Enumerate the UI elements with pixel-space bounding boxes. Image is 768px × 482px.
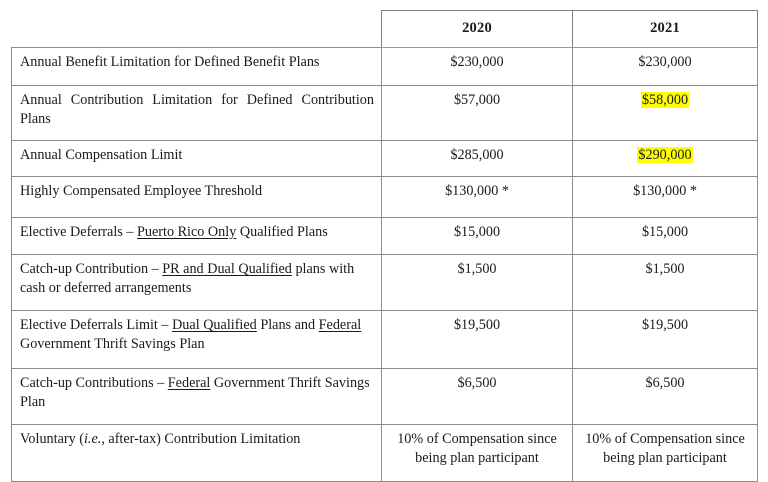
label-segment: Voluntary ( (20, 431, 84, 447)
row-label-annual-compensation-limit: Annual Compensation Limit (12, 141, 382, 177)
cell-2020-annual-benefit-limitation: $230,000 (382, 48, 573, 86)
value-line: 10% of Compensation since (585, 431, 745, 447)
row-label-elective-deferrals-puerto-rico-only (12, 218, 382, 255)
table-body (12, 48, 758, 482)
cell-2020-elective-deferrals-limit-dual-qualified: $19,500 (382, 311, 573, 369)
cell-2020-catch-up-contributions-federal-thrift: $6,500 (382, 369, 573, 425)
cell-2020-elective-deferrals-puerto-rico-only: $15,000 (382, 218, 573, 255)
column-header-2021: 2021 (573, 11, 758, 48)
row-label-elective-deferrals-limit-dual-qualified (12, 311, 382, 369)
column-header-2020: 2020 (382, 11, 573, 48)
table-row (12, 255, 758, 311)
highlighted-value: $290,000 (638, 147, 692, 163)
cell-2021-elective-deferrals-limit-dual-qualified: $19,500 (573, 311, 758, 369)
label-segment: , after-tax) Contribution Limitation (101, 431, 301, 447)
label-segment: plans with cash or deferred arrangements (20, 261, 355, 296)
cell-2020-annual-contribution-limitation: $57,000 (382, 86, 573, 141)
label-segment: Qualified Plans (236, 224, 328, 240)
label-segment: Elective Deferrals Limit – (20, 317, 173, 333)
column-header-label-blank (12, 11, 382, 48)
table-row (12, 369, 758, 425)
label-segment: Elective Deferrals – (20, 224, 137, 240)
cell-2021-catch-up-contributions-federal-thrift: $6,500 (573, 369, 758, 425)
value-line: 10% of Compensation since (397, 431, 557, 447)
table-row (12, 425, 758, 482)
label-segment: Government Thrift Savings Plan (20, 335, 205, 352)
table-row (12, 48, 758, 86)
table-row (12, 177, 758, 218)
label-segment: Catch-up Contributions – (20, 375, 168, 391)
cell-2021-elective-deferrals-puerto-rico-only: $15,000 (573, 218, 758, 255)
table-row (12, 218, 758, 255)
table-row (12, 141, 758, 177)
cell-2020-annual-compensation-limit: $285,000 (382, 141, 573, 177)
cell-2020-voluntary-after-tax-contribution-limitation (382, 425, 573, 482)
highlighted-value: $58,000 (641, 92, 689, 108)
value-line: being plan participant (415, 449, 539, 466)
cell-2021-catch-up-contribution-pr-dual-qualified: $1,500 (573, 255, 758, 311)
cell-2021-annual-contribution-limitation (573, 86, 758, 141)
label-segment-underlined: PR and Dual Qualified (162, 261, 292, 277)
label-segment: Plans and (256, 317, 319, 333)
table-row (12, 86, 758, 141)
cell-2021-annual-benefit-limitation: $230,000 (573, 48, 758, 86)
cell-2021-voluntary-after-tax-contribution-limitation (573, 425, 758, 482)
row-label-annual-benefit-limitation: Annual Benefit Limitation for Defined Benefit Plans (12, 48, 382, 86)
table-header (12, 11, 758, 48)
label-segment: Catch-up Contribution – (20, 261, 163, 277)
label-segment-underlined: Puerto Rico Only (137, 224, 237, 240)
row-label-catch-up-contribution-pr-dual-qualified (12, 255, 382, 311)
label-segment-underlined: Federal (318, 317, 362, 333)
label-segment-underlined: Dual Qualified (172, 317, 257, 333)
label-segment-underlined: Federal (167, 375, 211, 391)
label-segment: Government Thrift Savings Plan (20, 375, 370, 410)
cell-2021-highly-compensated-employee-threshold: $130,000 * (573, 177, 758, 218)
value-line: being plan participant (603, 449, 727, 466)
table-row (12, 311, 758, 369)
retirement-plan-limits-table (11, 10, 758, 482)
row-label-annual-contribution-limitation: Annual Contribution Limitation for Defined Contribution Plans (12, 86, 382, 141)
label-segment-italic: i.e. (83, 431, 102, 447)
row-label-catch-up-contributions-federal-thrift (12, 369, 382, 425)
cell-2020-highly-compensated-employee-threshold: $130,000 * (382, 177, 573, 218)
cell-2020-catch-up-contribution-pr-dual-qualified: $1,500 (382, 255, 573, 311)
cell-2021-annual-compensation-limit (573, 141, 758, 177)
row-label-voluntary-after-tax-contribution-limitation (12, 425, 382, 482)
row-label-highly-compensated-employee-threshold: Highly Compensated Employee Threshold (12, 177, 382, 218)
table-header-row (12, 11, 758, 48)
